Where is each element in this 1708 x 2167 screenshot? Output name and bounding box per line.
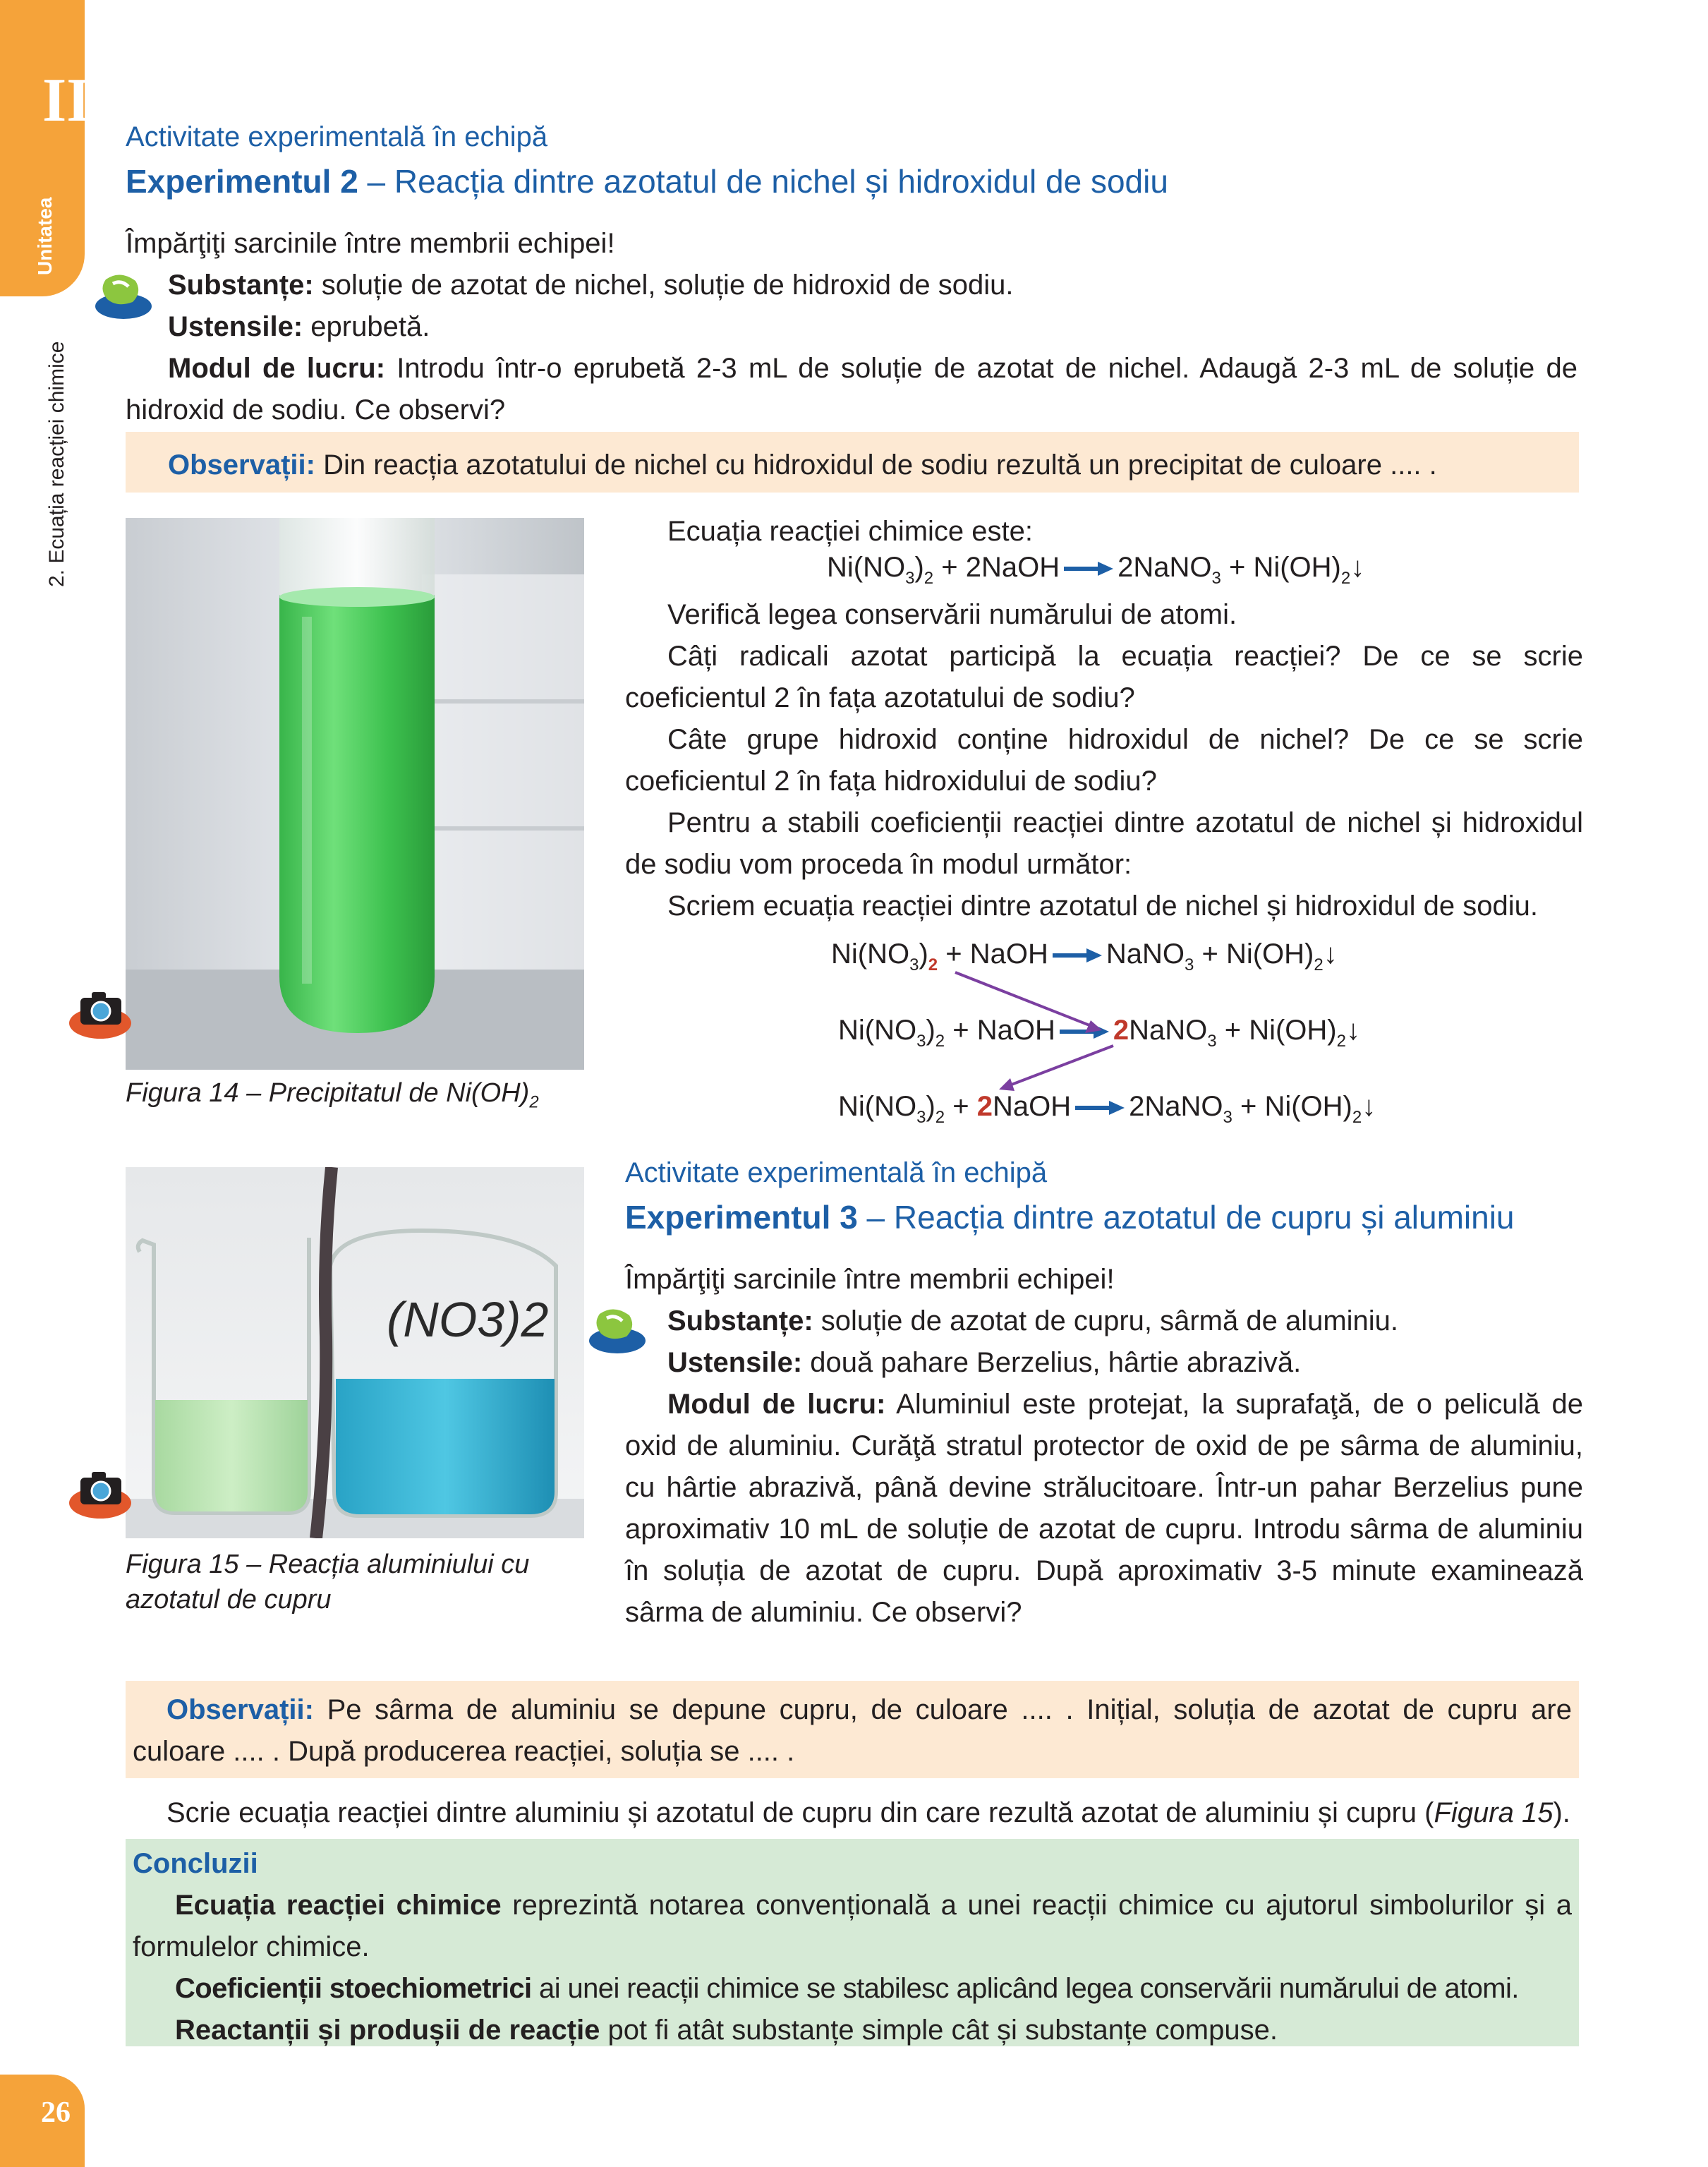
eq-ni: Ni(NO <box>838 1091 917 1122</box>
eq-coef-highlight: 2 <box>976 1091 993 1122</box>
exp3-method <box>625 1384 1583 1634</box>
equation-explanation <box>625 511 1583 553</box>
question-2: Câte grupe hidroxid conține hidroxidul de nichel? De ce se scrie coeficientul 2 în fața hidroxidului de sodiu? <box>625 724 1583 797</box>
exp2-tools <box>126 306 1577 348</box>
exp2-intro: Împărţiţi sarcinile între membrii echipei! <box>126 228 615 259</box>
exp2-title-bold: Experimentul 2 <box>126 163 358 200</box>
precipitate-arrow-icon: ↓ <box>1323 938 1338 970</box>
precipitate-arrow-icon: ↓ <box>1345 1015 1360 1046</box>
write-equation-instruction <box>166 1792 1570 1834</box>
tools-label: Ustensile: <box>168 311 303 342</box>
eq-sub-highlight: 2 <box>928 955 938 974</box>
tools-text: două pahare Berzelius, hârtie abrazivă. <box>802 1347 1302 1378</box>
figure15-caption-line1: Figura 15 – Reacția aluminiului cu <box>126 1550 530 1579</box>
eq-naoh: + NaOH <box>945 1015 1055 1046</box>
reaction-arrow-icon <box>1053 947 1102 964</box>
conclusion-2 <box>133 1968 1572 2010</box>
eq-sub: 2 <box>923 569 934 588</box>
exp3-tools <box>625 1342 1583 1384</box>
conclusion-1 <box>133 1885 1572 1968</box>
exp2-body <box>126 223 1577 431</box>
conclusion-3 <box>133 2010 1572 2051</box>
eq-sub: 3 <box>909 955 919 974</box>
write-figure-ref: Figura 15 <box>1434 1797 1553 1828</box>
conclusion-term: Ecuația reacției chimice <box>175 1890 502 1921</box>
method-text: Aluminiul este protejat, la suprafaţă, de o peliculă de oxid de aluminiu. Curăţă stratul protector de oxid de pe sârma de aluminiu, cu hârtie abrazivă, până devine strălucitoare. Într-un pahar Berzelius pune aproximativ 10 mL de soluție de azotat de cupru. Introdu sârma de aluminiu în soluția de azotat de cupru. După aproximativ 3-5 minute examinează sârma de aluminiu. Ce observi? <box>625 1389 1583 1628</box>
unit-label: Unitatea <box>34 197 56 275</box>
eq-nioh: + Ni(OH) <box>1194 938 1314 970</box>
verify-text: Verifică legea conservării numărului de atomi. <box>667 599 1237 630</box>
tools-label: Ustensile: <box>667 1347 803 1378</box>
figure15-caption-line2: azotatul de cupru <box>126 1585 332 1614</box>
equation-questions <box>625 594 1583 927</box>
method-label: Modul de lucru: <box>168 353 386 384</box>
balancing-arrows <box>917 962 1129 1104</box>
eq-plus: + <box>933 552 966 583</box>
precipitate-arrow-icon: ↓ <box>1350 552 1365 583</box>
figure15-caption <box>126 1547 584 1617</box>
observations-text: Din reacția azotatului de nichel cu hidroxidul de sodiu rezultă un precipitat de culoare .... . <box>315 449 1437 481</box>
eq-naoh: NaOH <box>981 552 1060 583</box>
camera-icon <box>65 979 135 1043</box>
question-4: Scriem ecuația reacției dintre azotatul de nichel și hidroxidul de sodiu. <box>667 891 1539 922</box>
exp3-intro: Împărţiţi sarcinile între membrii echipei! <box>625 1264 1115 1295</box>
substances-text: soluție de azotat de nichel, soluție de hidroxid de sodiu. <box>313 270 1014 301</box>
observations-label: Observații: <box>168 449 315 481</box>
camera-icon <box>65 1459 135 1523</box>
conclusions <box>133 1843 1572 2051</box>
question-3: Pentru a stabili coeficienții reacției dintre azotatul de nichel și hidroxidul de sodiu vom proceda în modul următor: <box>625 807 1583 880</box>
equation-intro: Ecuația reacției chimice este: <box>667 516 1034 547</box>
exp2-observations <box>168 445 1437 486</box>
chapter-label: 2. Ecuația reacției chimice <box>45 341 68 587</box>
exp3-body <box>625 1259 1583 1634</box>
eq-sub: 2 <box>1336 1032 1346 1051</box>
eq-nioh: + Ni(OH) <box>1221 552 1341 583</box>
eq-coef: 2 <box>965 552 981 583</box>
page-number: 26 <box>41 2096 71 2129</box>
eq-sub: 3 <box>1207 1032 1217 1051</box>
eq-naoh: NaOH <box>992 1091 1072 1122</box>
figure15-photo <box>126 1167 584 1538</box>
eq-sub: 2 <box>1314 955 1324 974</box>
eq-nioh: + Ni(OH) <box>1216 1015 1337 1046</box>
write-text-end: ). <box>1553 1797 1570 1828</box>
observations-text: Pe sârma de aluminiu se depune cupru, de culoare .... . Inițial, soluția de azotat de cupru are culoare .... . După producerea reacției, soluția se .... . <box>133 1694 1572 1767</box>
exp3-title-bold: Experimentul 3 <box>625 1199 858 1236</box>
conclusion-term: Coeficienții stoechiometrici <box>175 1973 532 2004</box>
eq-naoh: + NaOH <box>938 938 1048 970</box>
eq-plus: + <box>945 1091 977 1122</box>
conclusion-text: reprezintă notarea convențională a unei reacții chimice cu ajutorul simbolurilor și a formulelor chimice. <box>133 1890 1572 1962</box>
eq-nano: NaNO <box>1106 938 1185 970</box>
method-text: Introdu într-o eprubetă 2-3 mL de soluție de azotat de nichel. Adaugă 2-3 mL de soluție de hidroxid de sodiu. Ce observi? <box>126 353 1577 425</box>
write-text: Scrie ecuația reacției dintre aluminiu și azotatul de cupru din care rezultă azotat de aluminiu și cupru ( <box>166 1797 1434 1828</box>
exp3-subhead: Activitate experimentală în echipă <box>625 1157 1048 1188</box>
eq-nioh: + Ni(OH) <box>1232 1091 1352 1122</box>
eq-nano: NaNO <box>1144 1091 1223 1122</box>
conclusions-title: Concluzii <box>133 1848 258 1879</box>
question-1: Câți radicali azotat participă la ecuația reacției? De ce se scrie coeficientul 2 în fața azotatului de sodiu? <box>625 641 1583 713</box>
figure14-photo <box>126 518 584 1070</box>
equation-step-2: $Ni(NO_3)_2$ + NaOH 2NaNO$_3$ + $Ni(OH)_2↓$ <box>838 1015 1360 1051</box>
equation-step-3: $Ni(NO_3)_2$ + 2NaOH 2NaNO$_3$ + $Ni(OH)_2↓$ <box>838 1091 1376 1127</box>
figure14-caption <box>126 1075 539 1121</box>
eq-ni: Ni(NO <box>838 1015 917 1046</box>
eq-coef: 2 <box>1118 552 1134 583</box>
eq-ni: Ni(NO <box>827 552 906 583</box>
eq-sub: 3 <box>905 569 915 588</box>
figure14-caption-sub: 2 <box>529 1092 539 1112</box>
figure14-caption-text: Figura 14 – Precipitatul de Ni(OH) <box>126 1078 530 1108</box>
unit-number: II <box>42 66 91 135</box>
method-label: Modul de lucru: <box>667 1389 886 1420</box>
beaker-label: (NO3)2 <box>387 1292 549 1347</box>
eq-sub: 3 <box>916 1032 926 1051</box>
tools-text: eprubetă. <box>303 311 430 342</box>
eq-sub: 3 <box>1211 569 1221 588</box>
eq-coef: 2 <box>1129 1091 1145 1122</box>
conclusion-term: Reactanții și produșii de reacție <box>175 2015 600 2046</box>
exp2-substances <box>126 265 1577 306</box>
exp2-subhead: Activitate experimentală în echipă <box>126 121 548 152</box>
exp2-title <box>126 162 1168 200</box>
equation-main: $Ni(NO_3)_2$ + 2NaOH 2NaNO$_3$ + $Ni(OH)_2↓$ <box>827 552 1365 588</box>
eq-sub: 2 <box>935 1108 945 1127</box>
conclusion-text: pot fi atât substanțe simple cât și substanțe compuse. <box>600 2015 1278 2046</box>
eq-ni: Ni(NO <box>831 938 910 970</box>
eq-sub: 3 <box>1185 955 1194 974</box>
exp3-title <box>625 1198 1515 1236</box>
exp3-observations <box>133 1689 1572 1773</box>
exp2-title-rest: – Reacția dintre azotatul de nichel și hidroxidul de sodiu <box>358 163 1168 200</box>
exp3-substances <box>625 1300 1583 1342</box>
eq-sub: 2 <box>935 1032 945 1051</box>
eq-sub: 2 <box>1352 1108 1362 1127</box>
conclusion-text: ai unei reacții chimice se stabilesc aplicând legea conservării numărului de atomi. <box>531 1973 1519 2004</box>
exp3-title-rest: – Reacția dintre azotatul de cupru și aluminiu <box>857 1199 1515 1236</box>
eq-sub: 2 <box>1340 569 1351 588</box>
eq-nano: NaNO <box>1133 552 1212 583</box>
observations-label: Observații: <box>166 1694 314 1725</box>
eq-sub: 3 <box>916 1108 926 1127</box>
substances-label: Substanțe: <box>168 270 314 301</box>
precipitate-arrow-icon: ↓ <box>1362 1091 1376 1122</box>
eq-nano: NaNO <box>1129 1015 1208 1046</box>
eq-sub: 3 <box>1223 1108 1232 1127</box>
exp2-method <box>126 348 1577 431</box>
substances-label: Substanțe: <box>667 1305 813 1336</box>
eq-coef-highlight: 2 <box>1113 1015 1129 1046</box>
substances-text: soluție de azotat de cupru, sârmă de aluminiu. <box>813 1305 1399 1336</box>
reaction-arrow-icon <box>1064 560 1113 577</box>
equation-step-1: $Ni(NO_3)_2$ + NaOH NaNO$_3$ + $Ni(OH)_2↓$ <box>831 938 1338 974</box>
